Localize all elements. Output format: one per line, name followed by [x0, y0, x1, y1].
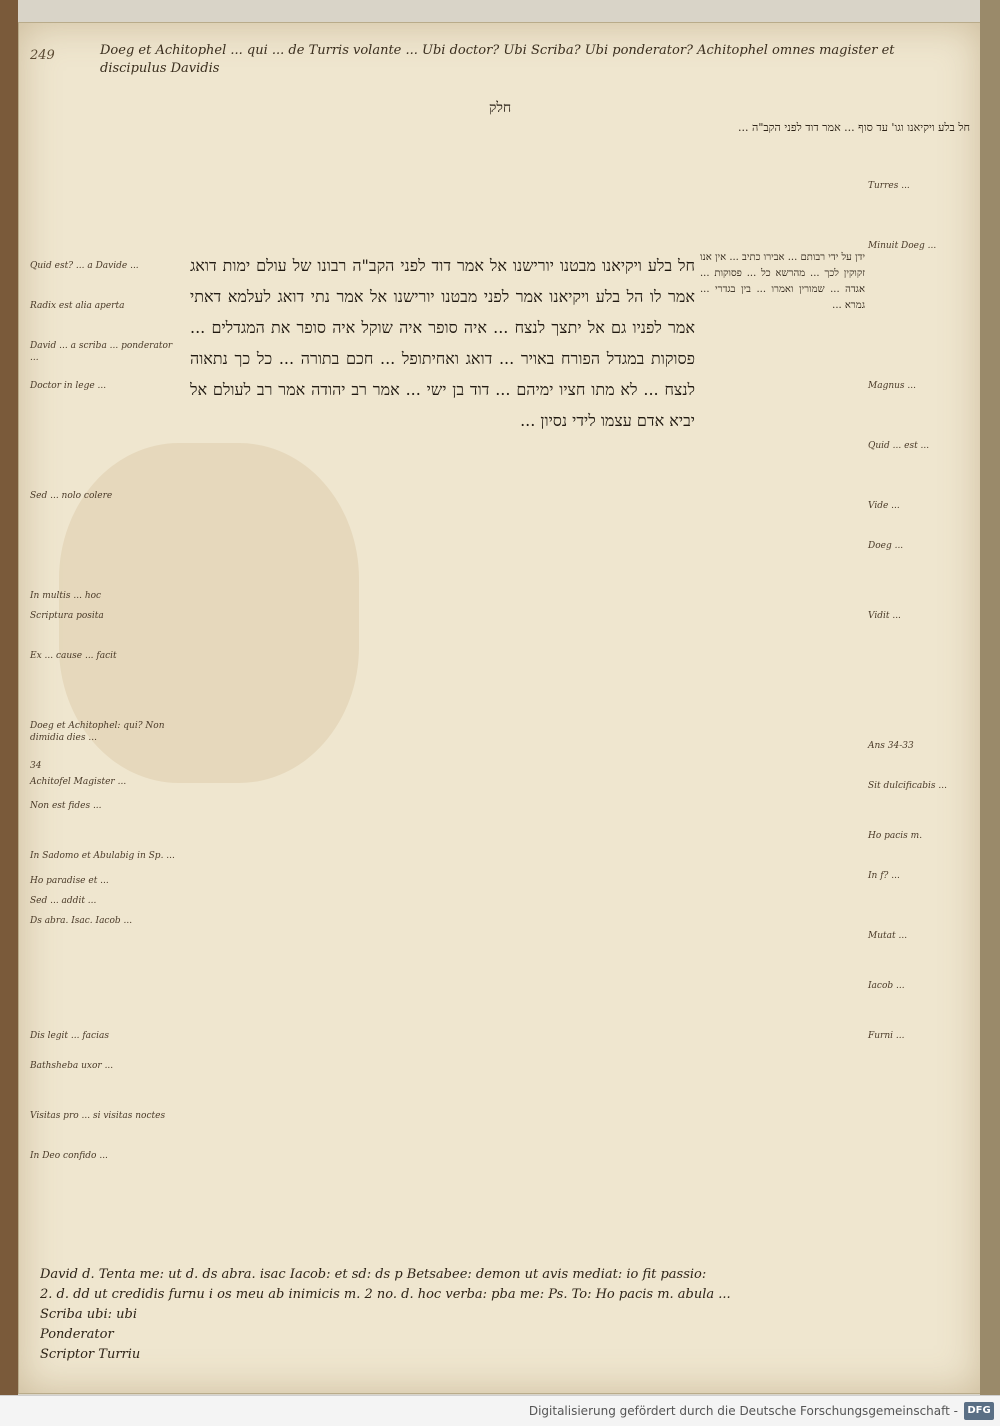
- margin-note: In Sadomo et Abulabig in Sp. ...: [30, 851, 175, 861]
- margin-note: Doeg et Achitophel: qui? Non dimidia dies ...: [30, 721, 165, 743]
- page-edge: [980, 0, 1000, 1395]
- bottom-note-line: Ponderator: [40, 1327, 114, 1342]
- margin-note: In f? ...: [868, 871, 900, 881]
- bottom-note-line: Scriptor Turriu: [40, 1347, 141, 1362]
- margin-note: Scriptura posita: [30, 611, 104, 621]
- margin-note: Mutat ...: [868, 931, 908, 941]
- margin-note: Ho pacis m.: [868, 831, 923, 841]
- margin-note: Sed ... nolo colere: [30, 491, 113, 501]
- margin-note: Ans 34-33: [868, 741, 914, 751]
- margin-note: Furni ...: [868, 1031, 905, 1041]
- margin-note: Non est fides ...: [30, 801, 102, 811]
- top-margin-note: Doeg et Achitophel ... qui ... de Turris volante ... Ubi doctor? Ubi Scriba? Ubi ponderator? Achitophel omnes magister et discipulus Davidis: [100, 43, 895, 76]
- margin-note: Magnus ...: [868, 381, 916, 391]
- folio-number: 249: [30, 48, 55, 63]
- commentary-top-block: חל בלע ויקיאנו וגו' עד סוף ... אמר דוד לפני הקב"ה ...: [738, 121, 970, 134]
- margin-note: Sed ... addit ...: [30, 896, 97, 906]
- margin-note: Turres ...: [868, 181, 910, 191]
- margin-note: Iacob ...: [868, 981, 905, 991]
- margin-note: Quid ... est ...: [868, 441, 930, 451]
- margin-note: Ds abra. Isac. Iacob ...: [30, 916, 133, 926]
- dfg-logo: DFG: [964, 1402, 994, 1420]
- margin-note: Doctor in lege ...: [30, 381, 107, 391]
- margin-note: Sit dulcificabis ...: [868, 781, 947, 791]
- bottom-note-line: 2. d. dd ut credidis furnu i os meu ab inimicis m. 2 no. d. hoc verba: pba me: Ps. To: Ho pacis m. abula ...: [40, 1287, 731, 1302]
- margin-note: Doeg ...: [868, 541, 904, 551]
- margin-note: Vide ...: [868, 501, 900, 511]
- margin-note: Achitofel Magister ...: [30, 777, 127, 787]
- margin-note: Radix est alia aperta: [30, 301, 125, 311]
- margin-note: Vidit ...: [868, 611, 901, 621]
- margin-note: Dis legit ... facias: [30, 1031, 109, 1041]
- margin-note: Quid est? ... a Davide ...: [30, 261, 139, 271]
- margin-note: David ... a scriba ... ponderator ...: [30, 341, 173, 363]
- bottom-note-line: David d. Tenta me: ut d. ds abra. isac Iacob: et sd: ds p Betsabee: demon ut avis mediat: io fit passio:: [40, 1267, 707, 1282]
- book-binding: [0, 0, 18, 1395]
- side-commentary: ידן על ידי רבותם ... אבירו כתיב ... אין אנו זקוקין לכך ... מהרשא כל ... פסוקות ... אגדה ... שמורין ואמרו ... בין בגדרי ... גמרא ...: [700, 252, 865, 311]
- margin-note: 34: [30, 761, 42, 771]
- funding-notice: Digitalisierung gefördert durch die Deutsche Forschungsgemeinschaft -: [528, 1404, 958, 1418]
- margin-note: Bathsheba uxor ...: [30, 1061, 114, 1071]
- margin-note: In multis ... hoc: [30, 591, 102, 601]
- margin-note: Ex ... cause ... facit: [30, 651, 117, 661]
- main-talmud-text: חל בלע ויקיאנו מבטנו יורישנו אל אמר דוד לפני הקב"ה רבונו של עולם ימות דואג אמר לו הל בלע ויקיאנו אמר לפני מבטנו יורישנו אל אמר נתי דואג לעלמא דאתי אמר לפניו גם אל יתצך לנצח ... איה סופר איה שוקל איה סופר את המגדלים ... פסוקות במגדל הפורח באויר ... דואג ואחיתופל ... חכם בתורה ... כל כך נתאוה לנצח ... לא מתו חציו ימיהם ... דוד בן ישי ... אמר רב יהודה אמר רב לעולם אל יביא אדם עצמו לידי נסיון ...: [190, 256, 695, 430]
- margin-note: Minuit Doeg ...: [868, 241, 937, 251]
- footer-bar: [0, 1395, 1000, 1426]
- margin-note: Visitas pro ... si visitas noctes: [30, 1111, 166, 1121]
- margin-note: Ho paradise et ...: [30, 876, 109, 886]
- margin-note: In Deo confido ...: [30, 1151, 108, 1161]
- bottom-margin-notes: [40, 1265, 960, 1365]
- chapter-heading: חלק: [488, 100, 512, 116]
- bottom-note-line: Scriba ubi: ubi: [40, 1307, 137, 1322]
